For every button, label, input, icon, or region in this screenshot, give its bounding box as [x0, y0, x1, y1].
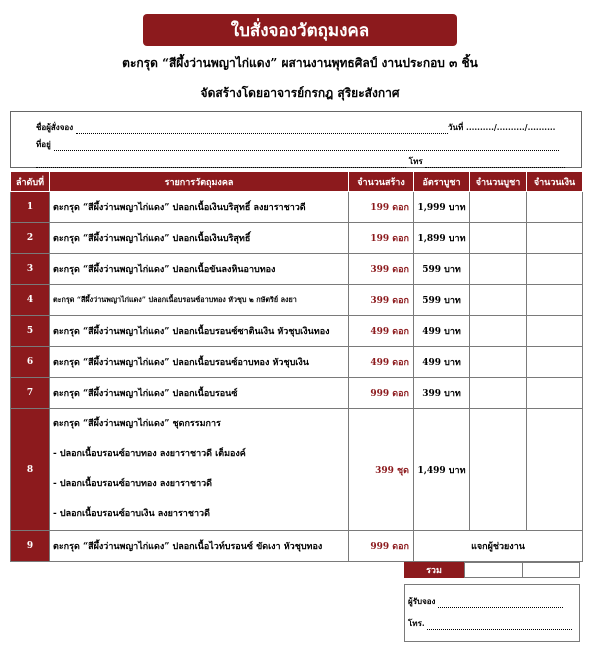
row-qty: 199 ดอก	[349, 192, 414, 223]
receiver-label: ผู้รับจอง	[408, 596, 436, 606]
receiver-box	[404, 584, 580, 642]
row-no: 6	[11, 347, 50, 378]
order-qty-cell[interactable]	[470, 409, 527, 531]
row-item: ตะกรุด “สีผึ้งว่านพญาไก่แดง” ปลอกเนื้อบรอนซ์อาบทอง หัวชุบเงิน	[50, 347, 349, 378]
row-no: 3	[11, 254, 50, 285]
row-item: ตะกรุด “สีผึ้งว่านพญาไก่แดง” ปลอกเนื้อไวท์บรอนซ์ ขัดเงา หัวชุบทอง	[50, 531, 349, 562]
row-price: 599 บาท	[414, 285, 470, 316]
order-qty-cell[interactable]	[470, 254, 527, 285]
row-qty: 999 ดอก	[349, 531, 414, 562]
amount-cell[interactable]	[527, 316, 583, 347]
order-qty-cell[interactable]	[470, 223, 527, 254]
phone-label: โทร	[408, 156, 423, 166]
row-qty: 399 ชุด	[349, 409, 414, 531]
address-field-2[interactable]	[36, 159, 406, 168]
row-item: ตะกรุด “สีผึ้งว่านพญาไก่แดง” ปลอกเนื้อเงินบริสุทธิ์	[50, 223, 349, 254]
table-row	[11, 531, 583, 562]
amount-cell[interactable]	[527, 223, 583, 254]
order-qty-cell[interactable]	[470, 192, 527, 223]
table-row	[11, 254, 583, 285]
order-qty-cell[interactable]	[470, 347, 527, 378]
row-price: 1,899 บาท	[414, 223, 470, 254]
row-item-set	[50, 409, 349, 531]
table-row	[11, 192, 583, 223]
row-item: ตะกรุด “สีผึ้งว่านพญาไก่แดง” ปลอกเนื้อเงินบริสุทธิ์ ลงยาราชาวดี	[50, 192, 349, 223]
order-qty-cell[interactable]	[470, 285, 527, 316]
row-qty: 399 ดอก	[349, 285, 414, 316]
header-no: ลำดับที่	[11, 172, 50, 192]
address-line	[36, 138, 559, 151]
row-no: 7	[11, 378, 50, 409]
receiver-phone-label: โทร.	[408, 618, 425, 628]
set-item: - ปลอกเนื้อบรอนซ์อาบทอง ลงยาราชาวดี เต็มองค์	[53, 449, 246, 459]
amount-cell[interactable]	[527, 192, 583, 223]
amount-cell[interactable]	[527, 285, 583, 316]
row-qty: 399 ดอก	[349, 254, 414, 285]
name-line	[36, 121, 448, 134]
giveaway-note: แจกผู้ช่วยงาน	[414, 531, 583, 562]
amount-cell[interactable]	[527, 254, 583, 285]
subtitle-product: ตะกรุด “สีผึ้งว่านพญาไก่แดง” ผสานงานพุทธศิลป์ งานประกอบ ๓ ชิ้น	[122, 56, 478, 70]
table-row	[11, 316, 583, 347]
header-amount: จำนวนเงิน	[527, 172, 583, 192]
row-no: 8	[11, 409, 50, 531]
name-label: ชื่อผู้สั่งจอง	[36, 122, 74, 132]
table-row	[11, 285, 583, 316]
address-line-2	[36, 155, 565, 168]
receiver-line	[408, 595, 563, 608]
row-no: 9	[11, 531, 50, 562]
row-price: 499 บาท	[414, 347, 470, 378]
row-no: 2	[11, 223, 50, 254]
date-field[interactable]: ........../........../..........	[466, 122, 556, 132]
row-item: ตะกรุด “สีผึ้งว่านพญาไก่แดง” ปลอกเนื้อบรอนซ์ซาตินเงิน หัวชุบเงินทอง	[50, 316, 349, 347]
subtitle-maker: จัดสร้างโดยอาจารย์กรกฎ สุริยะสังกาศ	[200, 86, 400, 100]
address-field[interactable]	[54, 142, 559, 151]
table-row	[11, 223, 583, 254]
page-title: ใบสั่งจองวัตถุมงคล	[143, 14, 457, 46]
table-row	[11, 347, 583, 378]
amount-cell[interactable]	[527, 378, 583, 409]
set-title: ตะกรุด “สีผึ้งว่านพญาไก่แดง” ชุดกรรมการ	[53, 419, 221, 429]
table-row	[11, 378, 583, 409]
row-qty: 999 ดอก	[349, 378, 414, 409]
set-item: - ปลอกเนื้อบรอนซ์อาบเงิน ลงยาราชาวดี	[53, 509, 210, 519]
header-item: รายการวัตถุมงคล	[50, 172, 349, 192]
row-no: 5	[11, 316, 50, 347]
total-label: รวม	[404, 562, 464, 578]
header-price: อัตราบูชา	[414, 172, 470, 192]
row-price: 1,499 บาท	[414, 409, 470, 531]
table-header-row	[11, 172, 583, 192]
amount-cell[interactable]	[527, 409, 583, 531]
set-item: - ปลอกเนื้อบรอนซ์อาบทอง ลงยาราชาวดี	[53, 479, 213, 489]
row-qty: 499 ดอก	[349, 316, 414, 347]
row-no: 4	[11, 285, 50, 316]
name-field[interactable]	[76, 125, 448, 134]
row-price: 399 บาท	[414, 378, 470, 409]
row-qty: 199 ดอก	[349, 223, 414, 254]
row-qty: 499 ดอก	[349, 347, 414, 378]
row-item: ตะกรุด “สีผึ้งว่านพญาไก่แดง” ปลอกเนื้อบรอนซ์	[50, 378, 349, 409]
row-item: ตะกรุด “สีผึ้งว่านพญาไก่แดง” ปลอกเนื้อบรอนซ์อาบทอง หัวชุบ ๒ กษัตริย์ ลงยา	[50, 285, 349, 316]
total-amount-field[interactable]	[523, 562, 581, 578]
receiver-phone-field[interactable]	[427, 621, 572, 630]
total-row	[404, 562, 580, 578]
table-row-committee-set	[11, 409, 583, 531]
receiver-field[interactable]	[438, 599, 563, 608]
header-order-qty: จำนวนบูชา	[470, 172, 527, 192]
date-line	[448, 121, 555, 134]
amount-cell[interactable]	[527, 347, 583, 378]
address-label: ที่อยู่	[36, 139, 51, 149]
header-quantity-made: จำนวนสร้าง	[349, 172, 414, 192]
total-qty-field[interactable]	[464, 562, 523, 578]
order-qty-cell[interactable]	[470, 316, 527, 347]
phone-field[interactable]	[425, 159, 565, 168]
row-price: 499 บาท	[414, 316, 470, 347]
row-no: 1	[11, 192, 50, 223]
row-price: 599 บาท	[414, 254, 470, 285]
row-price: 1,999 บาท	[414, 192, 470, 223]
date-label: วันที่	[448, 122, 464, 132]
receiver-phone-line	[408, 617, 572, 630]
order-qty-cell[interactable]	[470, 378, 527, 409]
customer-info-box	[10, 111, 582, 168]
row-item: ตะกรุด “สีผึ้งว่านพญาไก่แดง” ปลอกเนื้อขันลงหินอาบทอง	[50, 254, 349, 285]
order-table	[10, 171, 583, 562]
